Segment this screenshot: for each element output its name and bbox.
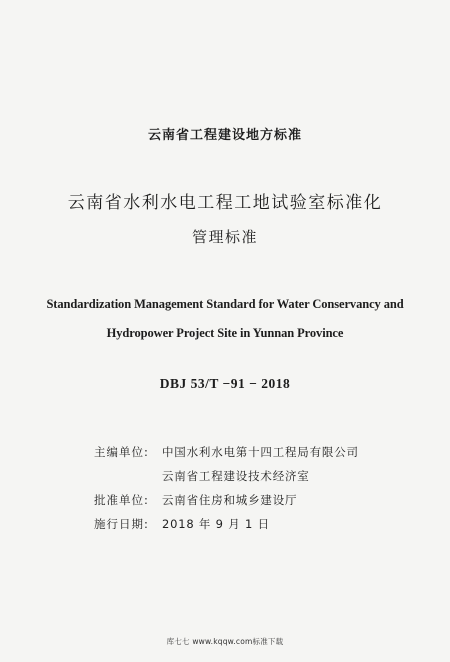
approver-label: 批准单位: — [94, 493, 149, 507]
editor-label: 主编单位: — [94, 445, 149, 459]
standard-code: DBJ 53/T −91 − 2018 — [159, 376, 291, 391]
approver-value: 云南省住房和城乡建设厅 — [162, 493, 298, 507]
date-label: 施行日期: — [94, 517, 149, 531]
chinese-title-line-1: 云南省水利水电工程工地试验室标准化 — [67, 193, 383, 213]
editor-value-1: 中国水利水电第十四工程局有限公司 — [162, 445, 359, 459]
english-title-line-2: Hydropower Project Site in Yunnan Province — [106, 326, 344, 340]
standard-series-title: 云南省工程建设地方标准 — [147, 128, 302, 143]
english-title-line-1: Standardization Management Standard for Water Conservancy and — [46, 297, 404, 311]
chinese-title-line-2: 管理标准 — [191, 228, 258, 246]
editor-value-2: 云南省工程建设技术经济室 — [162, 469, 310, 483]
footer-watermark: 库七七 www.kqqw.com标准下载 — [166, 637, 284, 646]
date-value: 2018 年 9 月 1 日 — [162, 517, 270, 531]
